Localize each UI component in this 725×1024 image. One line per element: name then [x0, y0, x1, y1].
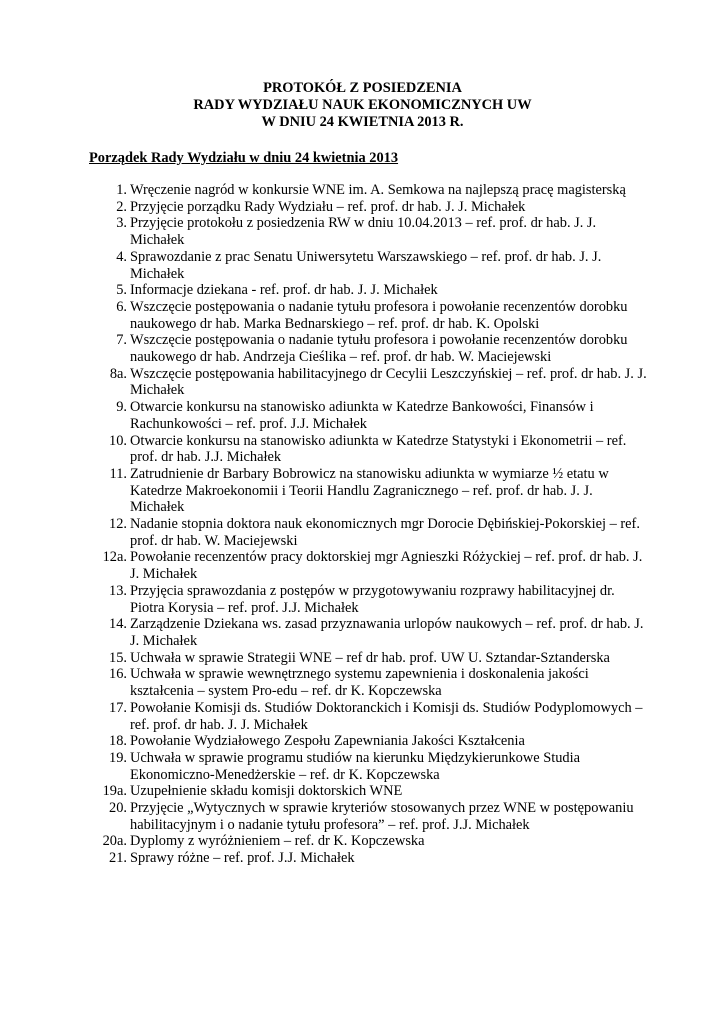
- item-number: 7.: [116, 332, 127, 349]
- agenda-list: [89, 182, 649, 867]
- list-item: [89, 399, 649, 432]
- item-number: 6.: [116, 298, 127, 315]
- item-number: 12a.: [102, 549, 127, 566]
- item-text: Uzupełnienie składu komisji doktorskich WNE: [130, 783, 403, 800]
- list-item: [89, 366, 649, 399]
- item-text: Dyplomy z wyróżnieniem – ref. dr K. Kopczewska: [130, 833, 425, 850]
- item-number: 1.: [116, 182, 127, 198]
- item-text: Sprawozdanie z prac Senatu Uniwersytetu Warszawskiego – ref. prof. dr hab. J. J. Michałek: [130, 248, 602, 282]
- list-item: [89, 433, 649, 466]
- list-item: [89, 549, 649, 582]
- header-line-2: RADY WYDZIAŁU NAUK EKONOMICZNYCH UW: [193, 97, 532, 113]
- item-number: 3.: [116, 215, 127, 232]
- list-item: [89, 466, 649, 516]
- item-number: 2.: [116, 198, 127, 215]
- item-text: Otwarcie konkursu na stanowisko adiunkta w Katedrze Bankowości, Finansów i Rachunkowości – ref. prof. J.J. Michałek: [130, 399, 594, 432]
- item-text: Zatrudnienie dr Barbary Bobrowicz na stanowisku adiunkta w wymiarze ½ etatu w Katedrze Makroekonomii i Teorii Handlu Zagranicznego – ref. prof. dr hab. J. J. Michałek: [130, 465, 609, 516]
- list-item: [89, 850, 649, 867]
- item-number: 16.: [109, 666, 127, 683]
- list-item: [89, 733, 649, 750]
- agenda-title: Porządek Rady Wydziału w dniu 24 kwietnia 2013: [89, 150, 399, 166]
- item-number: 10.: [109, 432, 127, 449]
- item-text: Przyjęcie protokołu z posiedzenia RW w dniu 10.04.2013 – ref. prof. dr hab. J. J. Michałek: [130, 215, 597, 249]
- item-text: Przyjęcie „Wytycznych w sprawie kryteriów stosowanych przez WNE w postępowaniu habilitacyjnym i o nadanie tytułu profesora” – ref. prof. J.J. Michałek: [130, 800, 634, 833]
- header-line-3: W DNIU 24 KWIETNIA 2013 R.: [261, 114, 464, 130]
- item-number: 18.: [109, 733, 127, 750]
- header-line-1: PROTOKÓŁ Z POSIEDZENIA: [263, 80, 462, 96]
- list-item: [89, 833, 649, 850]
- item-number: 19a.: [102, 783, 127, 800]
- list-item: [89, 666, 649, 699]
- item-text: Nadanie stopnia doktora nauk ekonomicznych mgr Dorocie Dębińskiej-Pokorskiej – ref. prof. dr hab. W. Maciejewski: [130, 516, 640, 549]
- item-text: Wręczenie nagród w konkursie WNE im. A. Semkowa na najlepszą pracę magisterską: [130, 182, 626, 198]
- item-text: Powołanie Wydziałowego Zespołu Zapewniania Jakości Kształcenia: [130, 733, 525, 750]
- item-text: Wszczęcie postępowania o nadanie tytułu profesora i powołanie recenzentów dorobku naukowego dr hab. Andrzeja Cieślika – ref. prof. dr hab. W. Maciejewski: [130, 332, 628, 366]
- item-number: 8a.: [109, 365, 127, 382]
- list-item: [89, 650, 649, 667]
- list-item: [89, 800, 649, 833]
- item-number: 20a.: [102, 833, 127, 850]
- list-item: [89, 299, 649, 332]
- item-text: Zarządzenie Dziekana ws. zasad przyznawania urlopów naukowych – ref. prof. dr hab. J. J. Michałek: [130, 616, 644, 649]
- item-number: 12.: [109, 516, 127, 533]
- item-number: 5.: [116, 282, 127, 299]
- list-item: [89, 783, 649, 800]
- item-number: 13.: [109, 582, 127, 599]
- item-text: Sprawy różne – ref. prof. J.J. Michałek: [130, 850, 355, 867]
- list-item: [89, 282, 649, 299]
- list-item: [89, 215, 649, 248]
- list-item: [89, 700, 649, 733]
- item-text: Powołanie Komisji ds. Studiów Doktoranckich i Komisji ds. Studiów Podyplomowych – ref. prof. dr hab. J. J. Michałek: [130, 699, 643, 733]
- item-number: 21.: [109, 850, 127, 867]
- item-text: Przyjęcie porządku Rady Wydziału – ref. prof. dr hab. J. J. Michałek: [130, 198, 526, 215]
- document-header: [0, 80, 725, 131]
- item-text: Wszczęcie postępowania habilitacyjnego dr Cecylii Leszczyńskiej – ref. prof. dr hab. J. J. Michałek: [130, 365, 647, 399]
- list-item: [89, 616, 649, 649]
- list-item: [89, 182, 649, 199]
- item-text: Przyjęcia sprawozdania z postępów w przygotowywaniu rozprawy habilitacyjnej dr. Piotra Korysia – ref. prof. J.J. Michałek: [130, 582, 615, 616]
- item-text: Uchwała w sprawie Strategii WNE – ref dr hab. prof. UW U. Sztandar-Sztanderska: [130, 649, 610, 666]
- list-item: [89, 583, 649, 616]
- list-item: [89, 750, 649, 783]
- item-number: 17.: [109, 699, 127, 716]
- item-text: Uchwała w sprawie programu studiów na kierunku Międzykierunkowe Studia Ekonomiczno-Menedżerskie – ref. dr K. Kopczewska: [130, 749, 580, 783]
- item-text: Uchwała w sprawie wewnętrznego systemu zapewnienia i doskonalenia jakości kształcenia – system Pro-edu – ref. dr K. Kopczewska: [130, 666, 589, 700]
- item-number: 11.: [109, 465, 127, 482]
- item-number: 14.: [109, 616, 127, 633]
- list-item: [89, 199, 649, 216]
- item-number: 4.: [116, 248, 127, 265]
- list-item: [89, 332, 649, 365]
- item-number: 20.: [109, 800, 127, 817]
- item-number: 15.: [109, 649, 127, 666]
- item-text: Informacje dziekana - ref. prof. dr hab. J. J. Michałek: [130, 282, 438, 299]
- item-text: Otwarcie konkursu na stanowisko adiunkta w Katedrze Statystyki i Ekonometrii – ref. prof. dr hab. J.J. Michałek: [130, 432, 627, 466]
- item-number: 9.: [116, 399, 127, 416]
- item-text: Wszczęcie postępowania o nadanie tytułu profesora i powołanie recenzentów dorobku naukowego dr hab. Marka Bednarskiego – ref. prof. dr hab. K. Opolski: [130, 298, 628, 332]
- list-item: [89, 249, 649, 282]
- list-item: [89, 516, 649, 549]
- item-text: Powołanie recenzentów pracy doktorskiej mgr Agnieszki Różyckiej – ref. prof. dr hab. J. J. Michałek: [130, 549, 643, 583]
- item-number: 19.: [109, 749, 127, 766]
